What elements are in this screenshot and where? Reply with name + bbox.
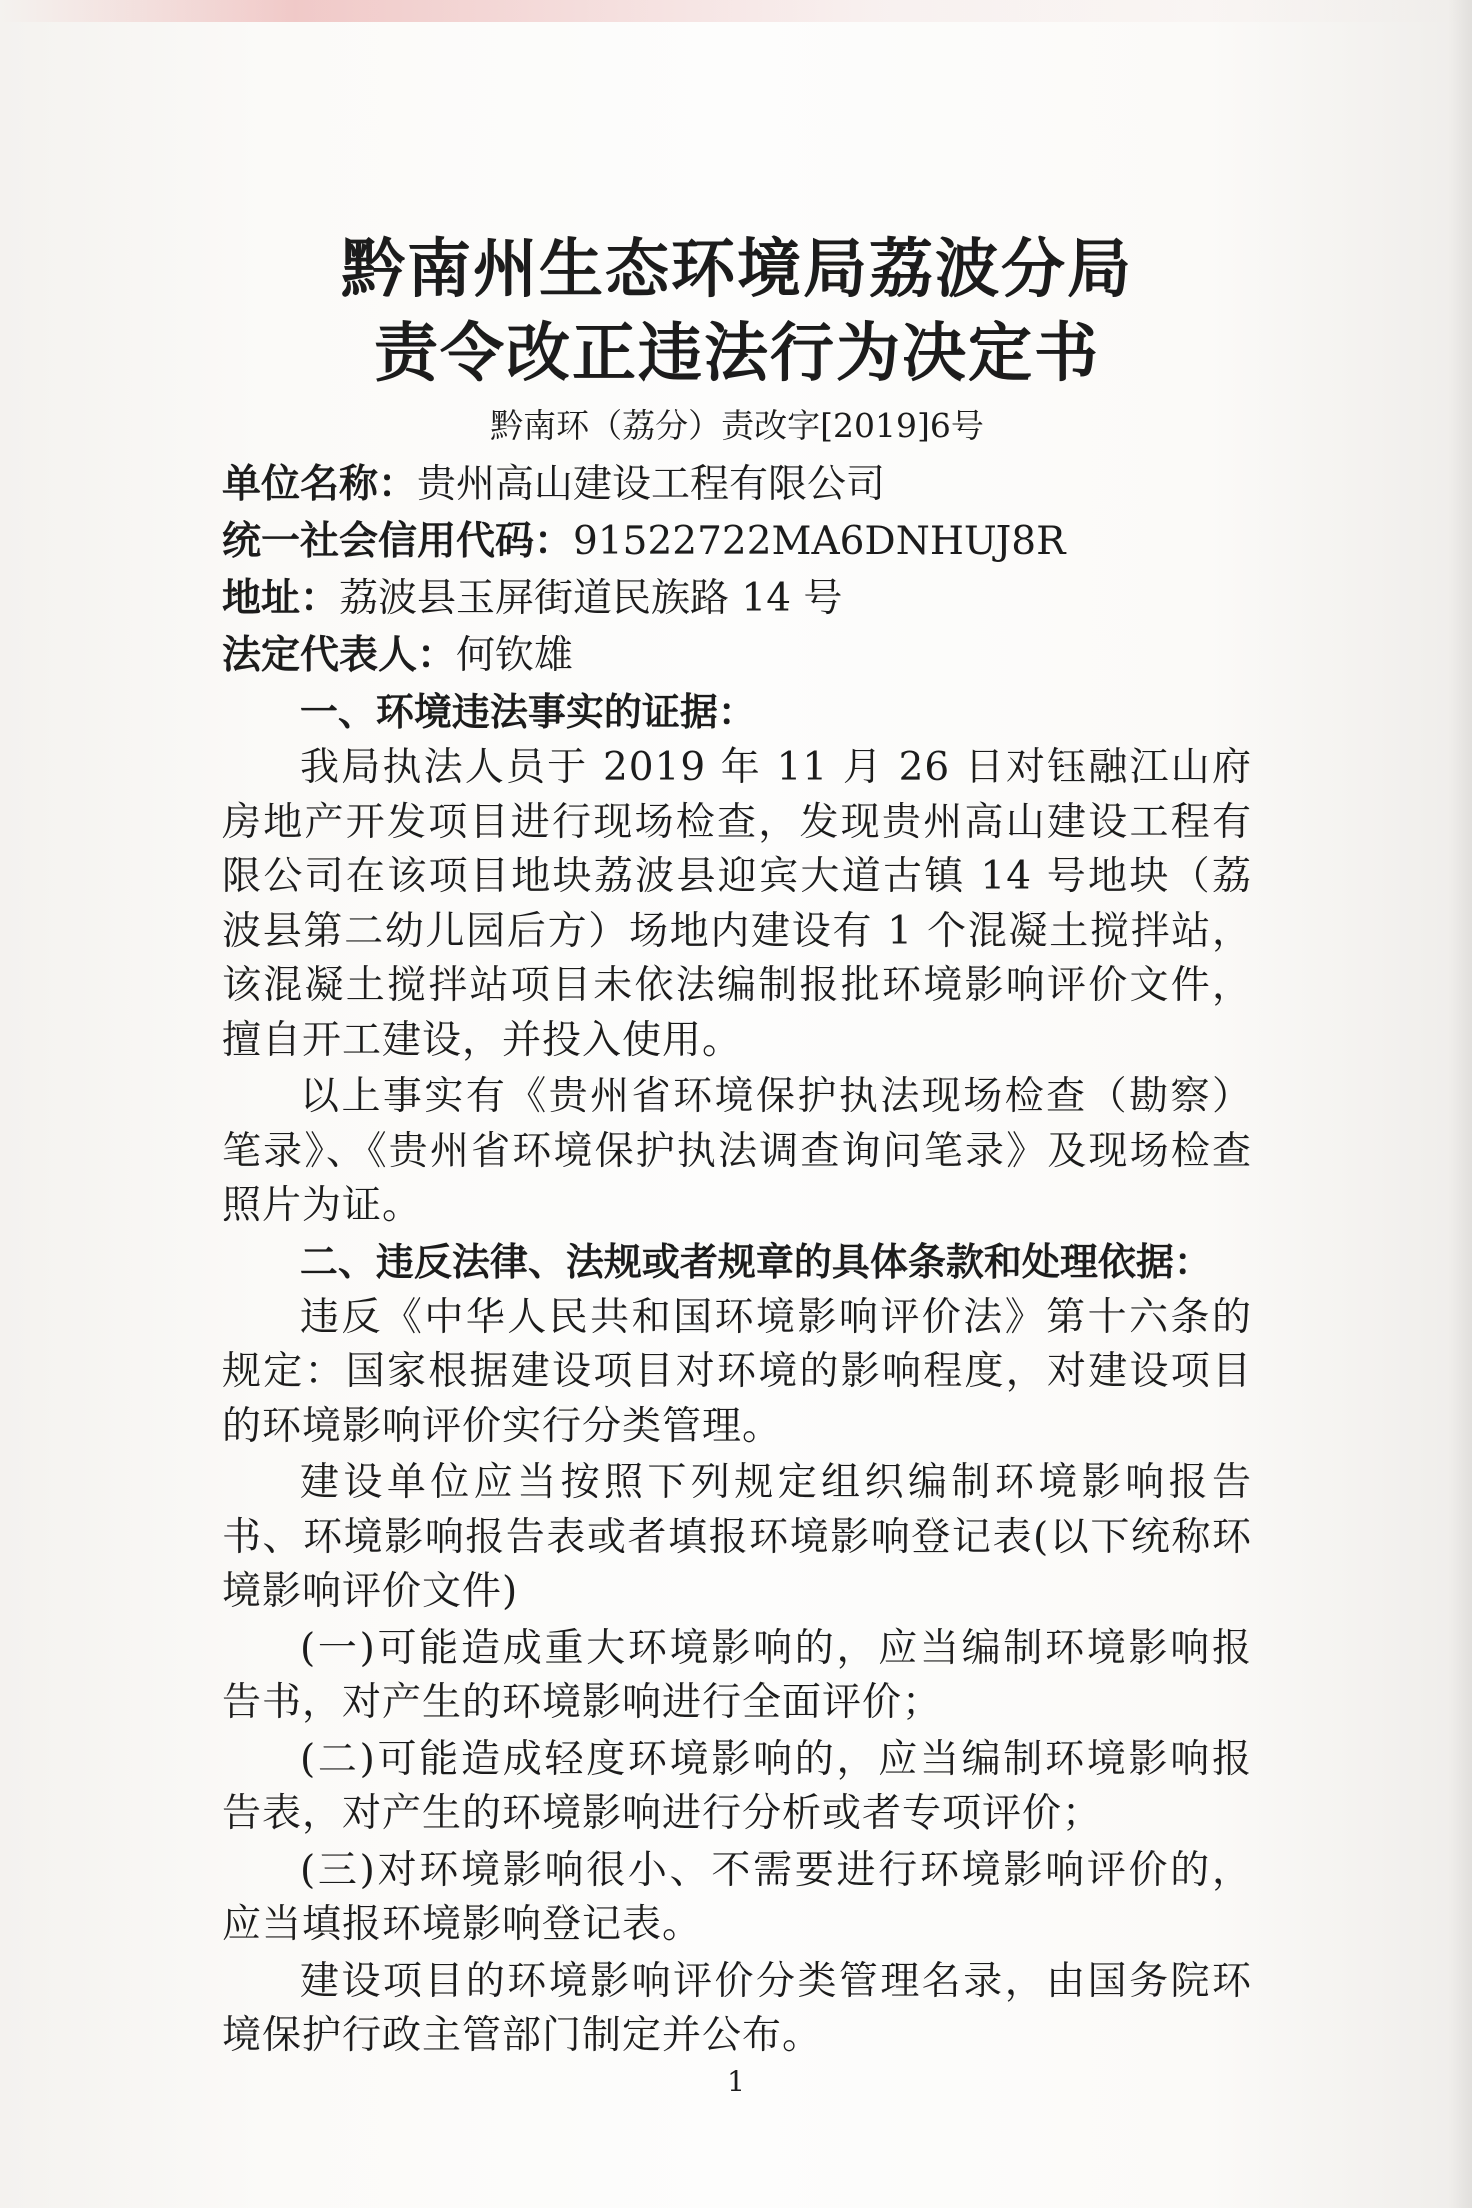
section-2-list-item: (二)可能造成轻度环境影响的，应当编制环境影响报告表，对产生的环境影响进行分析或者专项评价； bbox=[222, 1736, 1252, 1836]
document-number: 黔南环（荔分）责改字[2019]6号 bbox=[490, 406, 984, 445]
legal-representative-label: 法定代表人： bbox=[222, 633, 457, 678]
section-2-heading: 二、违反法律、法规或者规章的具体条款和处理依据： bbox=[299, 1239, 1212, 1284]
page-number: 1 bbox=[727, 2065, 745, 2098]
red-stamp-edge-mark bbox=[0, 0, 1472, 22]
address-field bbox=[222, 570, 1252, 627]
section-1-heading: 一、环境违法事实的证据： bbox=[299, 690, 756, 734]
section-1-paragraph: 我局执法人员于 2019 年 11 月 26 日对钰融江山府房地产开发项目进行现场检查，发现贵州高山建设工程有限公司在该项目地块荔波县迎宾大道古镇 14 号地块（荔波县第二幼儿园后方）场地内建设有 1 个混凝土搅拌站，该混凝土搅拌站项目未依法编制报批环境影响评价文件，擅自开工建设，并投入使用。 bbox=[222, 745, 1252, 1063]
address-value: 荔波县玉屏街道民族路 14 号 bbox=[339, 576, 843, 621]
credit-code-value: 91522722MA6DNHUJ8R bbox=[573, 519, 1066, 564]
unit-name-label: 单位名称： bbox=[222, 462, 418, 507]
credit-code-label: 统一社会信用代码： bbox=[222, 519, 574, 564]
legal-representative-field bbox=[222, 627, 1252, 684]
unit-name-field bbox=[222, 456, 1252, 513]
credit-code-field bbox=[222, 513, 1252, 570]
document-title-line-2: 责令改正违法行为决定书 bbox=[374, 317, 1100, 391]
document-body bbox=[222, 228, 1252, 2064]
legal-representative-value: 何钦雄 bbox=[456, 633, 574, 678]
section-2-paragraph: 建设单位应当按照下列规定组织编制环境影响报告书、环境影响报告表或者填报环境影响登记表(以下统称环境影响评价文件) bbox=[222, 1460, 1252, 1614]
page-edge-shadow bbox=[1448, 0, 1472, 2208]
section-2-paragraph: 建设项目的环境影响评价分类管理名录，由国务院环境保护行政主管部门制定并公布。 bbox=[222, 1958, 1252, 2058]
document-title-line-1: 黔南州生态环境局荔波分局 bbox=[341, 233, 1133, 307]
address-label: 地址： bbox=[222, 576, 340, 621]
section-2-list-item: (一)可能造成重大环境影响的，应当编制环境影响报告书，对产生的环境影响进行全面评价； bbox=[222, 1625, 1252, 1725]
section-1-paragraph: 以上事实有《贵州省环境保护执法现场检查（勘察）笔录》、《贵州省环境保护执法调查询问笔录》及现场检查照片为证。 bbox=[222, 1074, 1252, 1228]
section-2-paragraph: 违反《中华人民共和国环境影响评价法》第十六条的规定：国家根据建设项目对环境的影响程度，对建设项目的环境影响评价实行分类管理。 bbox=[222, 1294, 1252, 1449]
section-2-list-item: (三)对环境影响很小、不需要进行环境影响评价的，应当填报环境影响登记表。 bbox=[222, 1847, 1252, 1947]
unit-name-value: 贵州高山建设工程有限公司 bbox=[417, 462, 886, 507]
